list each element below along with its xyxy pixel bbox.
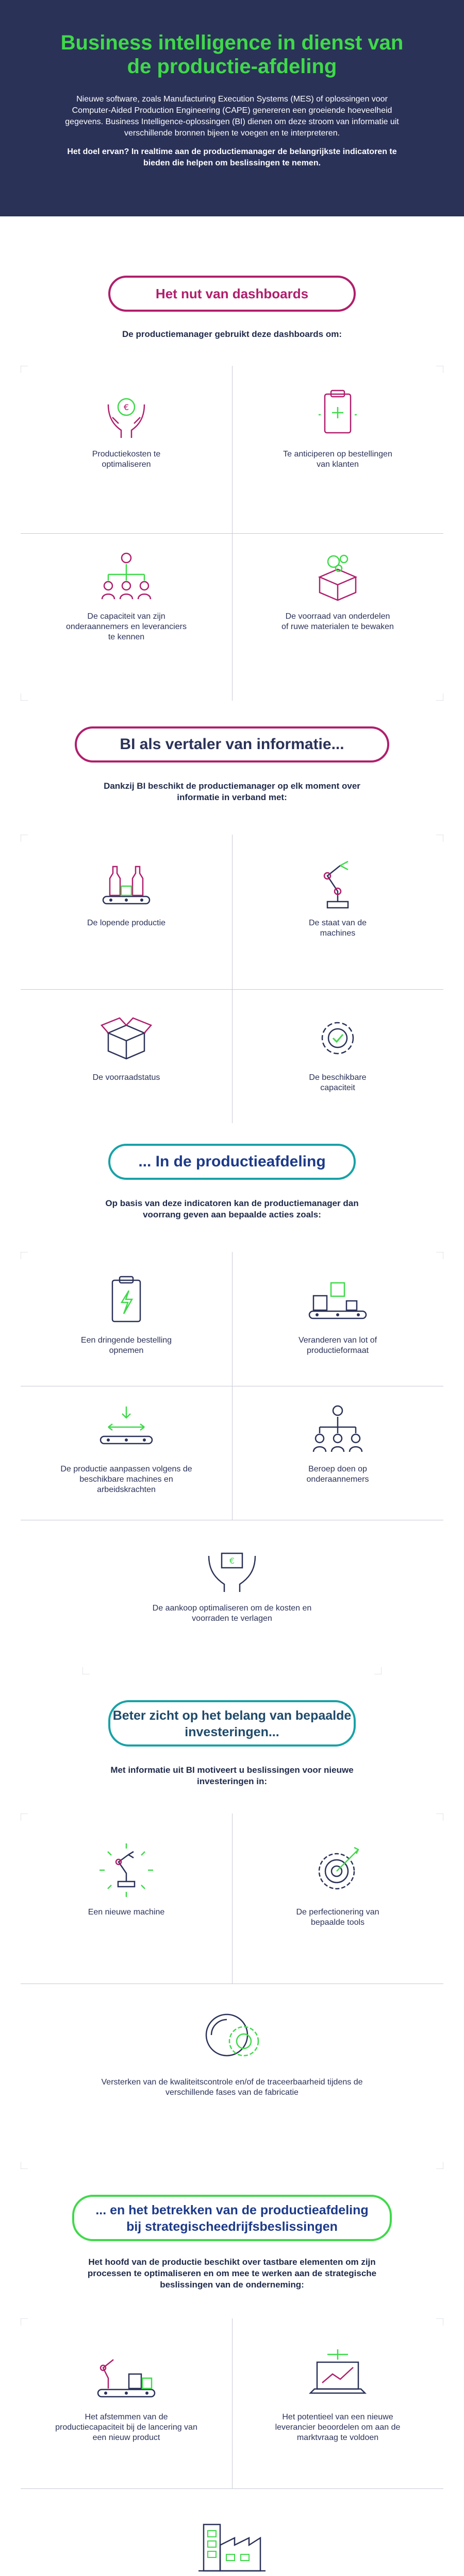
item-label: De productie aanpassen volgens de beschikbare machines en arbeidskrachten xyxy=(60,1465,192,1494)
list-item xyxy=(21,2004,443,2098)
list-item xyxy=(21,1273,232,1356)
header-banner xyxy=(0,0,464,216)
item-label: De beschikbare capaciteit xyxy=(309,1073,367,1092)
svg-text:€: € xyxy=(123,402,129,412)
production-grid xyxy=(21,1252,443,1674)
item-label: Een nieuwe machine xyxy=(88,1908,165,1917)
item-label: Veranderen van lot of productieformaat xyxy=(298,1336,377,1355)
section-title-dashboards: Het nut van dashboards xyxy=(108,276,356,312)
list-item xyxy=(232,1401,443,1485)
item-label: De perfectionering van bepaalde tools xyxy=(296,1908,379,1927)
page-title: Business intelligence in dienst van de productie-afdeling xyxy=(60,31,404,78)
section-bi-translator xyxy=(0,721,464,1144)
item-label: Het potentieel van een nieuwe leverancier beoordelen om aan de marktvraag te voldoen xyxy=(275,2413,401,2442)
money-hands-icon xyxy=(21,1540,443,1597)
list-item xyxy=(21,1540,443,1624)
robot-conveyor-icon xyxy=(21,2344,232,2406)
strategy-grid xyxy=(21,2318,443,2576)
section-strategy xyxy=(0,2190,464,2576)
list-item xyxy=(21,386,232,470)
list-item xyxy=(21,549,232,642)
money-hands-icon xyxy=(21,386,232,443)
list-item xyxy=(232,1839,443,1928)
conveyor-arrows-icon xyxy=(21,1401,232,1458)
svg-text:€: € xyxy=(229,1556,235,1566)
clipboard-plus-icon xyxy=(232,386,443,443)
dashboards-grid xyxy=(21,366,443,701)
item-label: Productiekosten te optimaliseren xyxy=(92,450,161,469)
conveyor-change-icon xyxy=(232,1273,443,1329)
item-label: De aankoop optimaliseren om de kosten en voorraden te verlagen xyxy=(152,1604,312,1623)
header-goal: Het doel ervan? In realtime aan de productiemanager de belangrijkste indicatoren te bieden die helpen om beslissingen te nemen. xyxy=(67,147,397,167)
list-item xyxy=(21,2344,232,2443)
item-label: De staat van de machines xyxy=(308,919,367,938)
list-item xyxy=(21,855,232,928)
section-intro-strategy: Het hoofd van de productie beschikt over tastbare elementen om zijn processen te optimaliseren en om mee te werken aan de strategische beslissingen van de onderneming: xyxy=(87,2257,377,2290)
item-label: Beroep doen op onderaannemers xyxy=(306,1465,369,1484)
list-item xyxy=(232,386,443,470)
item-label: De capaciteit van zijn onderaannemers en leveranciers te kennen xyxy=(66,612,187,641)
section-title-bi: BI als vertaler van informatie... xyxy=(75,726,389,762)
section-production-dept xyxy=(0,1133,464,1695)
item-label: De voorraadstatus xyxy=(92,1073,160,1082)
list-item xyxy=(21,2509,443,2576)
header-intro: Nieuwe software, zoals Manufacturing Execution Systems (MES) of oplossingen voor Computer-Aided Production Engineering (CAPE) genereren een groeiende hoeveelheid gegevens. Business Intelligence-oplossingen (BI) dienen om deze stroom van informatie uit verschillende bronnen bijeen te voegen en te interpreteren. xyxy=(65,95,399,138)
list-item xyxy=(21,1839,232,1918)
section-investments xyxy=(0,1695,464,2200)
box-gears-icon xyxy=(232,549,443,605)
item-label: Versterken van de kwaliteitscontrole en/of de traceerbaarheid tijdens de verschillende fases van de fabricatie xyxy=(101,2078,363,2097)
list-item xyxy=(232,2344,443,2443)
item-label: Het afstemmen van de productiecapaciteit bij de lancering van een nieuw product xyxy=(55,2413,197,2442)
clipboard-bolt-icon xyxy=(21,1273,232,1329)
gear-check-icon xyxy=(232,1010,443,1066)
item-label: De lopende productie xyxy=(87,919,166,927)
item-label: Te anticiperen op bestellingen van klanten xyxy=(283,450,392,469)
section-intro-bi: Dankzij BI beschikt de productiemanager op elk moment over informatie in verband met: xyxy=(104,781,360,802)
list-item xyxy=(232,549,443,632)
open-box-icon xyxy=(21,1010,232,1066)
section-title-production: ... In de productieafdeling xyxy=(108,1144,356,1180)
factory-icon xyxy=(21,2509,443,2576)
robot-arm-sparkle-icon xyxy=(21,1839,232,1901)
list-item xyxy=(232,1010,443,1093)
list-item xyxy=(21,1010,232,1083)
list-item xyxy=(232,1273,443,1356)
magnifier-gear-icon xyxy=(21,2004,443,2071)
section-title-investments: Beter zicht op het belang van bepaalde investeringen... xyxy=(108,1700,356,1747)
section-dashboards xyxy=(0,216,464,721)
list-item xyxy=(232,855,443,939)
robot-arm-icon xyxy=(232,855,443,912)
section-intro-production: Op basis van deze indicatoren kan de productiemanager dan voorrang geven aan bepaalde acties zoals: xyxy=(105,1198,359,1219)
section-title-strategy: ... en het betrekken van de productieafdeling bij strategischeedrijfsbeslissingen xyxy=(72,2195,392,2241)
section-intro-dashboards: De productiemanager gebruikt deze dashboards om: xyxy=(122,329,342,339)
org-chart-icon xyxy=(232,1401,443,1458)
laptop-chart-icon xyxy=(232,2344,443,2406)
item-label: De voorraad van onderdelen of ruwe materialen te bewaken xyxy=(281,612,394,631)
investments-grid xyxy=(21,1814,443,2169)
list-item xyxy=(21,1401,232,1495)
bi-grid xyxy=(21,835,443,1123)
section-intro-investments: Met informatie uit BI motiveert u beslissingen voor nieuwe investeringen in: xyxy=(110,1765,354,1786)
target-gear-icon xyxy=(232,1839,443,1901)
conveyor-bottles-icon xyxy=(21,855,232,912)
org-chart-icon xyxy=(21,549,232,605)
item-label: Een dringende bestelling opnemen xyxy=(80,1336,172,1355)
